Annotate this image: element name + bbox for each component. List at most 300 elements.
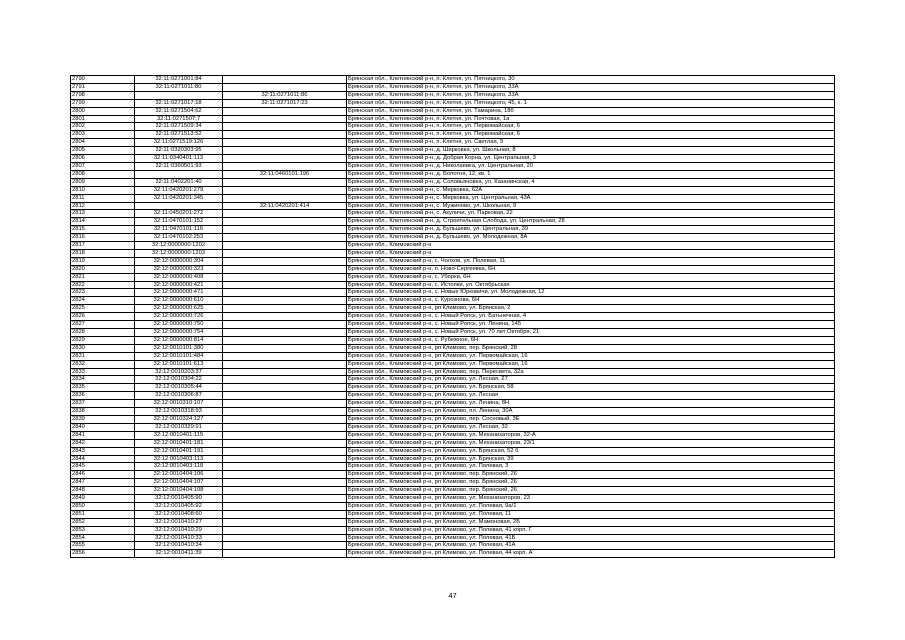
related-cadastral-cell [223, 115, 347, 123]
related-cadastral-cell [223, 368, 347, 376]
cadastral-number-cell: 32:12:0010304:22 [135, 376, 223, 384]
address-cell: Брянская обл., Климовский р-н, рп Климово, ул. Полевая, 44 корп. А [347, 550, 835, 558]
cadastral-number-cell: 32:12:0010410:34 [135, 542, 223, 550]
row-number-cell: 2853 [71, 526, 135, 534]
page-number: 47 [448, 591, 457, 600]
table-row [71, 502, 835, 510]
address-cell: Брянская обл., Клетнянский р-н, п. Клетня, ул. Первомайская, 6 [347, 131, 835, 139]
related-cadastral-cell [223, 186, 347, 194]
cadastral-number-cell: 32:12:0010203:37 [135, 368, 223, 376]
address-cell: Брянская обл., Климовский р-н, с. Новый Ропск, ул. 70 лет Октября, 21 [347, 329, 835, 337]
address-cell: Брянская обл., Клетнянский р-н, с. Акуличи, ул. Парковая, 22 [347, 210, 835, 218]
address-cell: Брянская обл., Климовский р-н, рп Климово, пер. Сосновый, 3Е [347, 415, 835, 423]
cadastral-number-cell: 32:12:0000000:814 [135, 336, 223, 344]
row-number-cell: 2826 [71, 313, 135, 321]
address-cell: Брянская обл., Климовский р-н, рп Климово, ул. Первомайская, 16 [347, 352, 835, 360]
table-row [71, 321, 835, 329]
row-number-cell: 2790 [71, 76, 135, 84]
table-row [71, 313, 835, 321]
table-row [71, 518, 835, 526]
table-row [71, 147, 835, 155]
row-number-cell: 2854 [71, 534, 135, 542]
table-row [71, 99, 835, 107]
table-row [71, 281, 835, 289]
address-cell: Брянская обл., Климовский р-н, с. Курознова, 6Н [347, 297, 835, 305]
related-cadastral-cell: 32:11:0420201:414 [223, 202, 347, 210]
cadastral-number-cell: 32:12:0010329:91 [135, 423, 223, 431]
table-row [71, 471, 835, 479]
table-row [71, 242, 835, 250]
cadastral-number-cell: 32:12:0010405:90 [135, 495, 223, 503]
table-row [71, 495, 835, 503]
related-cadastral-cell [223, 495, 347, 503]
address-cell: Брянская обл., Климовский р-н, рп Климово, ул. Брянская, 39 [347, 455, 835, 463]
table-row [71, 178, 835, 186]
cadastral-number-cell: 32:12:0000000:408 [135, 273, 223, 281]
table-row [71, 344, 835, 352]
address-cell: Брянская обл., Клетнянский р-н, с. Мирковка, 62А [347, 186, 835, 194]
related-cadastral-cell [223, 360, 347, 368]
cadastral-number-cell: 32:11:0271513:52 [135, 131, 223, 139]
row-number-cell: 2818 [71, 249, 135, 257]
cadastral-number-cell: 32:12:0010310:107 [135, 400, 223, 408]
related-cadastral-cell [223, 352, 347, 360]
related-cadastral-cell: 32:11:0460101:196 [223, 170, 347, 178]
address-cell: Брянская обл., Климовский р-н, с. Рубежное, 6Н [347, 336, 835, 344]
row-number-cell: 2855 [71, 542, 135, 550]
table-row [71, 273, 835, 281]
related-cadastral-cell [223, 344, 347, 352]
row-number-cell: 2840 [71, 423, 135, 431]
row-number-cell: 2823 [71, 289, 135, 297]
table-row [71, 234, 835, 242]
row-number-cell: 2839 [71, 415, 135, 423]
row-number-cell: 2806 [71, 155, 135, 163]
related-cadastral-cell [223, 423, 347, 431]
row-number-cell: 2849 [71, 495, 135, 503]
related-cadastral-cell [223, 131, 347, 139]
related-cadastral-cell [223, 447, 347, 455]
address-cell: Брянская обл., Клетнянский р-н, п. Клетня, ул. Первомайская, 6 [347, 123, 835, 131]
address-cell: Брянская обл., Климовский р-н, рп Климово, ул. Механизаторов, 32-А [347, 431, 835, 439]
table-row [71, 526, 835, 534]
table-row [71, 83, 835, 91]
related-cadastral-cell [223, 139, 347, 147]
cadastral-number-cell: 32:12:0010403:113 [135, 455, 223, 463]
table-row [71, 336, 835, 344]
address-cell: Брянская обл., Клетнянский р-н, д. Бульшево, ул. Молодежная, 8А [347, 234, 835, 242]
address-cell: Брянская обл., Климовский р-н [347, 249, 835, 257]
cadastral-number-cell: 32:11:0271519:126 [135, 139, 223, 147]
row-number-cell: 2827 [71, 321, 135, 329]
address-cell: Брянская обл., Клетнянский р-н, п. Клетня, ул. Почтовая, 1а [347, 115, 835, 123]
address-cell: Брянская обл., Климовский р-н, рп Климово, ул. Полевая, 41Б [347, 534, 835, 542]
cadastral-number-cell: 32:11:0470102:253 [135, 234, 223, 242]
row-number-cell: 2810 [71, 186, 135, 194]
related-cadastral-cell [223, 155, 347, 163]
related-cadastral-cell [223, 234, 347, 242]
cadastral-number-cell: 32:12:0010410:33 [135, 534, 223, 542]
row-number-cell: 2805 [71, 147, 135, 155]
address-cell: Брянская обл., Климовский р-н, п. Ново-Сергеевка, 6Н [347, 265, 835, 273]
address-cell: Брянская обл., Климовский р-н, рп Климово, пер. Брянский, 28 [347, 344, 835, 352]
related-cadastral-cell [223, 321, 347, 329]
table-row [71, 447, 835, 455]
address-cell: Брянская обл., Клетнянский р-н, п. Клетня, ул. Светлая, 9 [347, 139, 835, 147]
cadastral-number-cell: 32:11:0402201:40 [135, 178, 223, 186]
address-cell: Брянская обл., Климовский р-н, рп Климово, пл. Ленина, 30А [347, 408, 835, 416]
address-cell: Брянская обл., Клетнянский р-н, д. Строительная Слобода, ул. Центральная, 28 [347, 218, 835, 226]
address-cell: Брянская обл., Климовский р-н, рп Климово, пер. Брянский, 26 [347, 487, 835, 495]
related-cadastral-cell [223, 392, 347, 400]
row-number-cell: 2809 [71, 178, 135, 186]
table-row [71, 210, 835, 218]
cadastral-number-cell: 32:12:0010410:29 [135, 526, 223, 534]
table-row [71, 265, 835, 273]
related-cadastral-cell [223, 257, 347, 265]
row-number-cell: 2834 [71, 376, 135, 384]
table-row [71, 455, 835, 463]
related-cadastral-cell [223, 376, 347, 384]
address-cell: Брянская обл., Климовский р-н, рп Климово, пер. Пересвета, 32а [347, 368, 835, 376]
related-cadastral-cell [223, 518, 347, 526]
address-cell: Брянская обл., Клетнянский р-н, д. Бульшево, ул. Центральная, 39 [347, 226, 835, 234]
table-row [71, 487, 835, 495]
address-cell: Брянская обл., Климовский р-н, рп Климово, пер. Брянский, 26 [347, 471, 835, 479]
row-number-cell: 2856 [71, 550, 135, 558]
row-number-cell: 2814 [71, 218, 135, 226]
cadastral-number-cell: 32:11:0271507:7 [135, 115, 223, 123]
property-table [70, 75, 835, 558]
table-row [71, 170, 835, 178]
related-cadastral-cell [223, 147, 347, 155]
table-row [71, 423, 835, 431]
cadastral-number-cell: 32:11:0470101:152 [135, 218, 223, 226]
related-cadastral-cell [223, 526, 347, 534]
row-number-cell: 2828 [71, 329, 135, 337]
related-cadastral-cell [223, 305, 347, 313]
row-number-cell: 2852 [71, 518, 135, 526]
related-cadastral-cell [223, 123, 347, 131]
row-number-cell: 2824 [71, 297, 135, 305]
related-cadastral-cell [223, 502, 347, 510]
row-number-cell: 2838 [71, 408, 135, 416]
table-row [71, 186, 835, 194]
table-body [71, 76, 835, 558]
related-cadastral-cell [223, 431, 347, 439]
row-number-cell: 2804 [71, 139, 135, 147]
cadastral-number-cell: 32:11:0271504:62 [135, 107, 223, 115]
row-number-cell: 2846 [71, 471, 135, 479]
row-number-cell: 2841 [71, 431, 135, 439]
address-cell: Брянская обл., Климовский р-н, рп Климово, ул. Лесная [347, 392, 835, 400]
table-row [71, 305, 835, 313]
related-cadastral-cell [223, 384, 347, 392]
related-cadastral-cell [223, 408, 347, 416]
cadastral-number-cell: 32:11:0271001:84 [135, 76, 223, 84]
cadastral-number-cell: 32:12:0000000:610 [135, 297, 223, 305]
row-number-cell: 2835 [71, 384, 135, 392]
cadastral-number-cell: 32:12:0000000:726 [135, 313, 223, 321]
row-number-cell: 2851 [71, 510, 135, 518]
table-row [71, 162, 835, 170]
cadastral-number-cell: 32:12:0000000:750 [135, 321, 223, 329]
cadastral-number-cell: 32:12:0000000:1202 [135, 242, 223, 250]
cadastral-number-cell: 32:12:0010404:107 [135, 479, 223, 487]
table-row [71, 360, 835, 368]
cadastral-number-cell: 32:12:0010410:27 [135, 518, 223, 526]
address-cell: Брянская обл., Клетнянский р-н, д. Соловьяновка, ул. Казанинская, 4 [347, 178, 835, 186]
table-row [71, 408, 835, 416]
row-number-cell: 2843 [71, 447, 135, 455]
cadastral-number-cell: 32:12:0000000:625 [135, 305, 223, 313]
table-row [71, 202, 835, 210]
row-number-cell: 2833 [71, 368, 135, 376]
table-row [71, 297, 835, 305]
cadastral-number-cell: 32:11:0271011:80 [135, 83, 223, 91]
row-number-cell: 2845 [71, 463, 135, 471]
cadastral-number-cell: 32:12:0010404:106 [135, 471, 223, 479]
row-number-cell: 2807 [71, 162, 135, 170]
cadastral-number-cell: 32:12:0010324:127 [135, 415, 223, 423]
table-row [71, 352, 835, 360]
cadastral-number-cell: 32:12:0010405:92 [135, 502, 223, 510]
table-row [71, 329, 835, 337]
address-cell: Брянская обл., Климовский р-н, с. Истопки, ул. Октябрьская [347, 281, 835, 289]
related-cadastral-cell [223, 178, 347, 186]
cadastral-number-cell: 32:11:0271509:34 [135, 123, 223, 131]
address-cell: Брянская обл., Климовский р-н, с. Новый Ропск, ул. Батьнечная, 4 [347, 313, 835, 321]
address-cell: Брянская обл., Клетнянский р-н, п. Клетня, ул. Пятницкого, 45, к. 1 [347, 99, 835, 107]
related-cadastral-cell [223, 439, 347, 447]
address-cell: Брянская обл., Климовский р-н, рп Климово, ул. Брянская, 2 [347, 305, 835, 313]
address-cell: Брянская обл., Климовский р-н, с. Новые Юрковичи, ул. Молодежная, 12 [347, 289, 835, 297]
address-cell: Брянская обл., Климовский р-н, с. Уборки, 6Н [347, 273, 835, 281]
row-number-cell: 2831 [71, 352, 135, 360]
row-number-cell: 2815 [71, 226, 135, 234]
related-cadastral-cell [223, 249, 347, 257]
related-cadastral-cell [223, 194, 347, 202]
row-number-cell: 2811 [71, 194, 135, 202]
row-number-cell: 2836 [71, 392, 135, 400]
row-number-cell: 2808 [71, 170, 135, 178]
cadastral-number-cell: 32:12:0000000:471 [135, 289, 223, 297]
related-cadastral-cell [223, 510, 347, 518]
cadastral-number-cell [135, 202, 223, 210]
cadastral-number-cell: 32:12:0010101:484 [135, 352, 223, 360]
table-row [71, 415, 835, 423]
address-cell: Брянская обл., Клетнянский р-н, д. Болотня, 12, кв. 1 [347, 170, 835, 178]
table-row [71, 439, 835, 447]
row-number-cell: 2832 [71, 360, 135, 368]
table-row [71, 431, 835, 439]
related-cadastral-cell: 32:11:0271011:86 [223, 91, 347, 99]
row-number-cell: 2798 [71, 91, 135, 99]
address-cell: Брянская обл., Климовский р-н, рп Климово, ул. Брянская, 52 б [347, 447, 835, 455]
table-row [71, 257, 835, 265]
row-number-cell: 2803 [71, 131, 135, 139]
address-cell: Брянская обл., Климовский р-н, рп Климово, ул. Полевая, 9а/1 [347, 502, 835, 510]
table-row [71, 123, 835, 131]
cadastral-number-cell: 32:11:0340401:113 [135, 155, 223, 163]
row-number-cell: 2848 [71, 487, 135, 495]
cadastral-number-cell: 32:12:0010403:118 [135, 463, 223, 471]
cadastral-number-cell: 32:12:0000000:1203 [135, 249, 223, 257]
address-cell: Брянская обл., Клетнянский р-н, д. Ширковка, ул. Школьная, 8 [347, 147, 835, 155]
related-cadastral-cell [223, 479, 347, 487]
table-row [71, 249, 835, 257]
cadastral-number-cell: 32:12:0010401:115 [135, 431, 223, 439]
related-cadastral-cell: 32:11:0271017:23 [223, 99, 347, 107]
related-cadastral-cell [223, 297, 347, 305]
cadastral-number-cell: 32:11:0320303:95 [135, 147, 223, 155]
table-row [71, 155, 835, 163]
table-row [71, 400, 835, 408]
address-cell: Брянская обл., Климовский р-н, рп Климово, ул. Мамоновая, 2Б [347, 518, 835, 526]
address-cell: Брянская обл., Климовский р-н, рп Климово, ул. Полевая, 41А [347, 542, 835, 550]
cadastral-number-cell: 32:12:0000000:421 [135, 281, 223, 289]
address-cell: Брянская обл., Климовский р-н, с. Новый Ропск, ул. Ленина, 145 [347, 321, 835, 329]
row-number-cell: 2801 [71, 115, 135, 123]
table-row [71, 392, 835, 400]
address-cell: Брянская обл., Климовский р-н, рп Климово, ул. Полевая, 3 [347, 463, 835, 471]
address-cell: Брянская обл., Климовский р-н, с. Чолхов, ул. Полевая, 11 [347, 257, 835, 265]
table-row [71, 194, 835, 202]
row-number-cell: 2819 [71, 257, 135, 265]
cadastral-number-cell: 32:11:0360501:93 [135, 162, 223, 170]
address-cell: Брянская обл., Клетнянский р-н, п. Клетня, ул. Пятницкого, 33А [347, 91, 835, 99]
cadastral-number-cell: 32:11:0271017:18 [135, 99, 223, 107]
related-cadastral-cell [223, 265, 347, 273]
related-cadastral-cell [223, 463, 347, 471]
address-cell: Брянская обл., Климовский р-н, рп Климово, ул. Механизаторов, 23 [347, 495, 835, 503]
cadastral-number-cell: 32:12:0010305:44 [135, 384, 223, 392]
row-number-cell: 2802 [71, 123, 135, 131]
address-cell: Брянская обл., Климовский р-н, рп Климово, ул. Лесная, 32 [347, 423, 835, 431]
cadastral-number-cell: 32:12:0010306:87 [135, 392, 223, 400]
table-row [71, 463, 835, 471]
table-row [71, 289, 835, 297]
row-number-cell: 2844 [71, 455, 135, 463]
address-cell: Брянская обл., Климовский р-н, рп Климово, ул. Ленина, 8Н [347, 400, 835, 408]
cadastral-number-cell: 32:12:0000000:304 [135, 257, 223, 265]
address-cell: Брянская обл., Клетнянский р-н, п. Клетня, ул. Пятницкого, 33А [347, 83, 835, 91]
row-number-cell: 2813 [71, 210, 135, 218]
address-cell: Брянская обл., Клетнянский р-н, с. Мирковка, ул. Центральная, 43А [347, 194, 835, 202]
table-row [71, 479, 835, 487]
row-number-cell: 2817 [71, 242, 135, 250]
row-number-cell: 2791 [71, 83, 135, 91]
address-cell: Брянская обл., Клетнянский р-н, п. Клетня, ул. Тамарина, 18б [347, 107, 835, 115]
row-number-cell: 2837 [71, 400, 135, 408]
row-number-cell: 2847 [71, 479, 135, 487]
related-cadastral-cell [223, 471, 347, 479]
related-cadastral-cell [223, 329, 347, 337]
address-cell: Брянская обл., Климовский р-н, рп Климово, ул. Первомайская, 16 [347, 360, 835, 368]
cadastral-number-cell: 32:12:0000000:754 [135, 329, 223, 337]
cadastral-number-cell: 32:11:0470101:116 [135, 226, 223, 234]
row-number-cell: 2822 [71, 281, 135, 289]
related-cadastral-cell [223, 162, 347, 170]
related-cadastral-cell [223, 336, 347, 344]
table-row [71, 107, 835, 115]
related-cadastral-cell [223, 542, 347, 550]
related-cadastral-cell [223, 218, 347, 226]
address-cell: Брянская обл., Клетнянский р-н, д. Николаевка, ул. Центральная, 20 [347, 162, 835, 170]
related-cadastral-cell [223, 83, 347, 91]
address-cell: Брянская обл., Клетнянский р-н, с. Мужиново, ул. Школьная, 9 [347, 202, 835, 210]
address-cell: Брянская обл., Климовский р-н, рп Климово, пер. Брянский, 26 [347, 479, 835, 487]
related-cadastral-cell [223, 534, 347, 542]
table-row [71, 510, 835, 518]
cadastral-number-cell: 32:12:0010401:181 [135, 439, 223, 447]
table-row [71, 115, 835, 123]
row-number-cell: 2820 [71, 265, 135, 273]
cadastral-number-cell: 32:12:0010411:39 [135, 550, 223, 558]
cadastral-number-cell: 32:12:0010101:613 [135, 360, 223, 368]
related-cadastral-cell [223, 273, 347, 281]
address-cell: Брянская обл., Климовский р-н, рп Климово, ул. Полевая, 11 [347, 510, 835, 518]
cadastral-number-cell: 32:12:0010404:108 [135, 487, 223, 495]
table-row [71, 131, 835, 139]
address-cell: Брянская обл., Климовский р-н, рп Климово, ул. Механизаторов, 23/1 [347, 439, 835, 447]
related-cadastral-cell [223, 550, 347, 558]
related-cadastral-cell [223, 281, 347, 289]
related-cadastral-cell [223, 400, 347, 408]
related-cadastral-cell [223, 107, 347, 115]
related-cadastral-cell [223, 210, 347, 218]
row-number-cell: 2842 [71, 439, 135, 447]
table-row [71, 218, 835, 226]
cadastral-number-cell: 32:11:0450201:272 [135, 210, 223, 218]
table-row [71, 76, 835, 84]
row-number-cell: 2799 [71, 99, 135, 107]
table-row [71, 384, 835, 392]
row-number-cell: 2800 [71, 107, 135, 115]
row-number-cell: 2816 [71, 234, 135, 242]
cadastral-number-cell: 32:12:0000000:323 [135, 265, 223, 273]
row-number-cell: 2850 [71, 502, 135, 510]
address-cell: Брянская обл., Клетнянский р-н, п. Клетня, ул. Пятницкого, 30 [347, 76, 835, 84]
table-row [71, 534, 835, 542]
related-cadastral-cell [223, 226, 347, 234]
cadastral-number-cell [135, 91, 223, 99]
row-number-cell: 2830 [71, 344, 135, 352]
cadastral-number-cell: 32:11:0420201:279 [135, 186, 223, 194]
cadastral-number-cell: 32:12:0010401:191 [135, 447, 223, 455]
table-row [71, 368, 835, 376]
related-cadastral-cell [223, 487, 347, 495]
table-row [71, 226, 835, 234]
row-number-cell: 2821 [71, 273, 135, 281]
address-cell: Брянская обл., Клетнянский р-н, д. Добрая Корна, ул. Центральная, 3 [347, 155, 835, 163]
cadastral-number-cell: 32:12:0010101:380 [135, 344, 223, 352]
row-number-cell: 2825 [71, 305, 135, 313]
related-cadastral-cell [223, 76, 347, 84]
related-cadastral-cell [223, 415, 347, 423]
table-row [71, 91, 835, 99]
address-cell: Брянская обл., Климовский р-н, рп Климово, ул. Брянская, 58 [347, 384, 835, 392]
cadastral-number-cell: 32:11:0420201:345 [135, 194, 223, 202]
address-cell: Брянская обл., Климовский р-н, рп Климово, ул. Полевая, 41 корп. Г [347, 526, 835, 534]
related-cadastral-cell [223, 455, 347, 463]
related-cadastral-cell [223, 313, 347, 321]
cadastral-number-cell: 32:12:0010318:93 [135, 408, 223, 416]
related-cadastral-cell [223, 289, 347, 297]
row-number-cell: 2829 [71, 336, 135, 344]
table-row [71, 550, 835, 558]
cadastral-number-cell [135, 170, 223, 178]
